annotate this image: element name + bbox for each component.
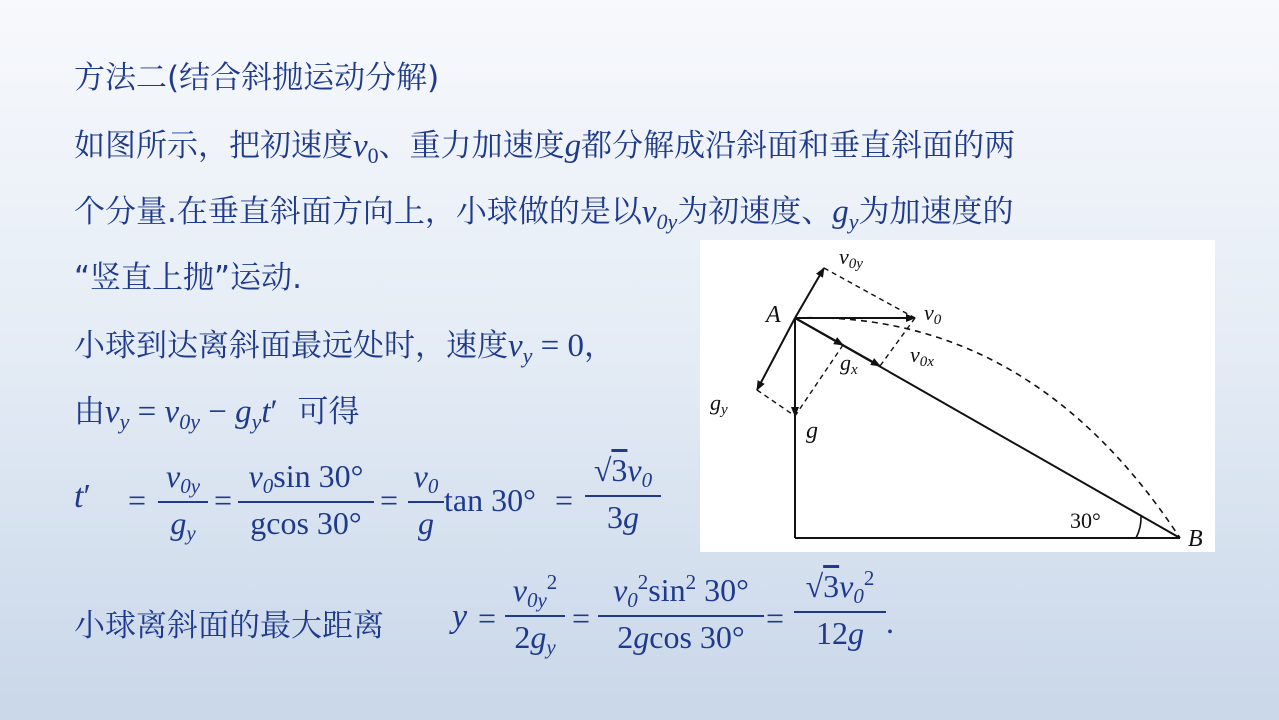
v0y-arrow — [795, 268, 824, 318]
label-A: A — [766, 302, 781, 328]
svg-text:v0y: v0y — [839, 244, 863, 272]
angle-arc — [1136, 516, 1141, 538]
label-gx: g — [840, 350, 851, 375]
label-gy: g — [710, 390, 721, 415]
paragraph-line-5: 由$v_y = v_{0y} - g_yt'$ 可得 — [74, 394, 360, 434]
svg-text:v0: v0 — [924, 300, 942, 328]
heading: 方法二(结合斜抛运动分解) — [74, 60, 440, 96]
label-angle: 30° — [1070, 508, 1101, 533]
label-g: g — [806, 418, 818, 444]
label-v0: v — [924, 300, 934, 325]
paragraph-line-6: 小球离斜面的最大距离 — [74, 608, 384, 644]
paragraph-line-3: “竖直上抛”运动. — [74, 260, 302, 296]
label-B: B — [1188, 526, 1203, 552]
physics-diagram — [700, 240, 1215, 552]
paragraph-line-1: 如图所示，把初速度$v_0$、重力加速度g都分解成沿斜面和垂直斜面的两 — [74, 128, 1016, 168]
diagram-svg — [700, 240, 1215, 552]
label-v0x: v — [910, 342, 920, 367]
paragraph-line-4: 小球到达离斜面最远处时，速度$v_y = 0$， — [74, 328, 616, 368]
gx-arrow — [795, 318, 843, 345]
gy-arrow — [757, 318, 795, 390]
svg-text:gx: gx — [840, 350, 858, 378]
label-v0y: v — [839, 244, 849, 269]
paragraph-line-2: 个分量.在垂直斜面方向上，小球做的是以$v_{0y}$为初速度、$g_y$为加速度的 — [74, 194, 1014, 234]
svg-text:gy: gy — [710, 390, 728, 418]
svg-text:v0x: v0x — [910, 342, 934, 370]
